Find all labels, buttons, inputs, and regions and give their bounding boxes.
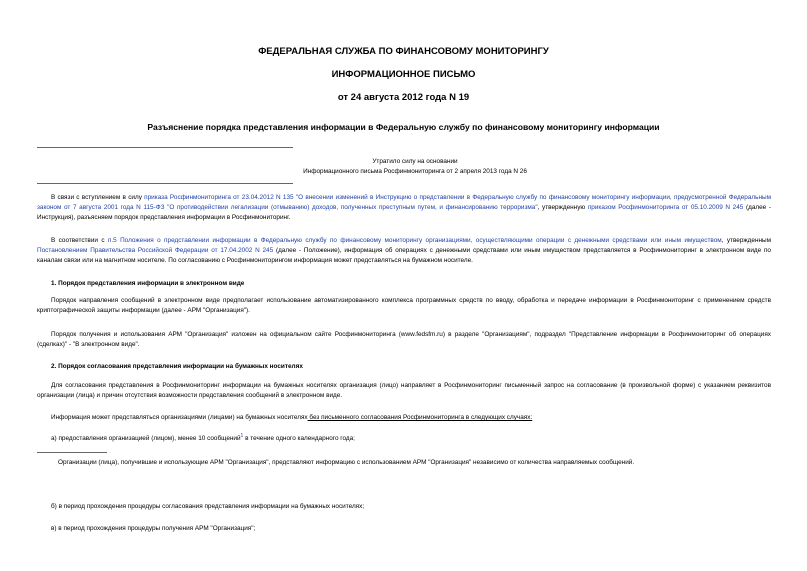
section1-paragraph2: Порядок получения и использования АРМ "Организация" изложен на официальном сайте Росфинмониторинга (www.fedsfm.ru) в разделе "Организациям", подраздел "Представление информации в Росфинмониторинг об операциях (сделках)" - "В электронном виде". [37, 331, 771, 348]
paragraph-intro [37, 193, 771, 222]
paragraph-regulation [37, 236, 771, 265]
status-note-line1: Утратило силу на основании [372, 158, 458, 165]
link-regulation-p5[interactable]: п.5 Положения о представлении информации в Федеральную службу по финансовому мониторингу организациями, осуществляющими операции с денежными средствами или иным имуществом [107, 237, 722, 244]
link-order-245[interactable]: приказом Росфинмониторинга от 05.10.2009 N 245 [587, 203, 744, 211]
status-note-line2: Информационного письма Росфинмониторинга от 2 апреля 2013 года N 26 [303, 168, 527, 175]
document-date-number: от 24 августа 2012 года N 19 [337, 92, 470, 103]
link-order-135[interactable]: приказа Росфинмониторинга от 23.04.2012 N 135 "О внесении изменений в Инструкцию о представлении в Федеральную службу по финансовому мониторингу информации, предусмотренной Федеральным законом от 7 августа 2001 года N 115-ФЗ "О противодействии легализации (отмыванию) доходов, полученных преступным путем, и финансированию терроризма" [37, 194, 771, 211]
list-item-a [51, 432, 751, 444]
divider-bottom [37, 183, 293, 184]
footnote-reference[interactable]: 1 [240, 433, 244, 439]
divider-top [37, 147, 293, 148]
footnote-text: Организации (лица), получившие и использующие АРМ "Организация", представляют информацию с использованием АРМ "Организация" независимо от количества направляемых сообщений. [58, 459, 635, 466]
link-government-decree[interactable]: Постановлением Правительства Российской Федерации от 17.04.2002 N 245 [37, 246, 274, 254]
section2-p2-underlined: без письменного согласования Росфинмониторинга в следующих случаях: [307, 414, 533, 421]
section2-paragraph1: Для согласования представления в Росфинмониторинг информации на бумажных носителях организация (лицо) направляет в Росфинмониторинг письменный запрос на согласование (в произвольной форме) с указанием реквизитов организации (лица) и причин отсутствия возможности представления сообщений в электронном виде. [37, 382, 771, 399]
list-item-b: б) в период прохождения процедуры согласования представления информации на бумажных носителях; [51, 503, 365, 510]
para1-text-start: В связи с вступлением в силу [51, 194, 145, 201]
item-a-text-end: в течение одного календарного года; [243, 435, 355, 443]
para1-text-end: (далее - Инструкция), разъясняем порядок представления информации в Росфинмониторинг. [37, 203, 771, 221]
para2-text-end: (далее - Положение), информация об операциях с денежными средствами или иным имуществом представляется в Росфинмониторинг в электронном виде по каналам связи или на магнитном носителе. По согласованию с Росфинмониторингом информация может представляться на бумажном носителе. [37, 246, 771, 264]
section1-paragraph1: Порядок направления сообщений в электронном виде предполагает использование автоматизированного комплекса программных средств по вводу, обработка и передаче информации в Росфинмониторинг с применением средств криптографической защиты информации (далее - АРМ "Организация"). [37, 297, 771, 314]
agency-heading: ФЕДЕРАЛЬНАЯ СЛУЖБА ПО ФИНАНСОВОМУ МОНИТОРИНГУ [258, 46, 549, 57]
section2-paragraph2 [37, 413, 771, 423]
footnote-divider [37, 452, 107, 453]
document-subject: Разъяснение порядка представления информации в Федеральную службу по финансовому мониторингу информации [147, 122, 660, 132]
section1-title: 1. Порядок представления информации в электронном виде [51, 280, 245, 287]
section2-p2-text: Информация может представляться организациями (лицами) на бумажных носителях [51, 414, 308, 421]
list-item-c: в) в период прохождения процедуры получения АРМ "Организация"; [51, 525, 256, 532]
section2-title: 2. Порядок согласования представления информации на бумажных носителях [51, 363, 303, 370]
para2-text-start: В соответствии с [51, 237, 108, 244]
para2-text-mid: , утвержденным [721, 237, 772, 244]
item-a-text: а) предоставления организацией (лицом), менее 10 сообщений [51, 435, 241, 443]
para1-text-mid: , утвержденную [537, 203, 588, 211]
document-type-heading: ИНФОРМАЦИОННОЕ ПИСЬМО [331, 69, 476, 80]
